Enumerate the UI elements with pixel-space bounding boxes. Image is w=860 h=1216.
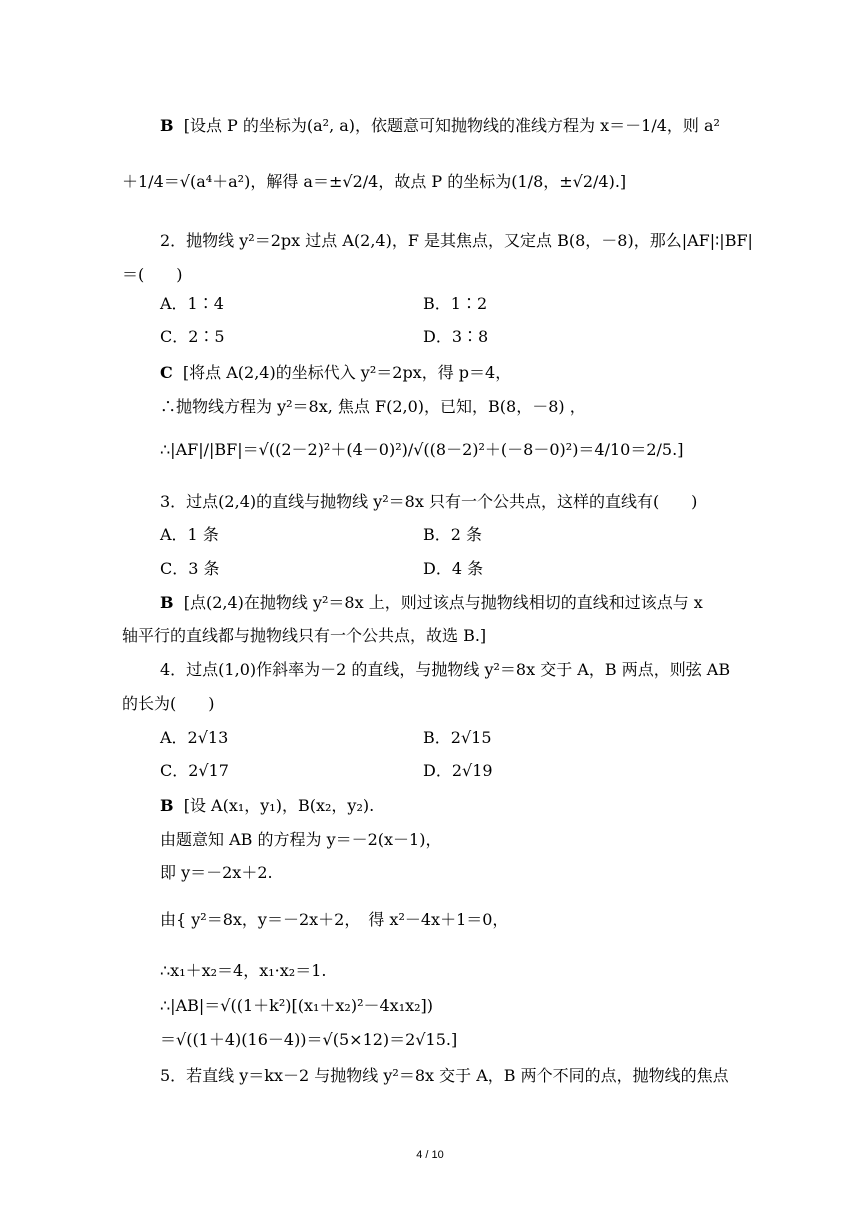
option-a: A．1∶4 bbox=[160, 294, 224, 313]
question-5: 5．若直线 y＝kx－2 与抛物线 y²＝8x 交于 A，B 两个不同的点，抛物线的焦点 bbox=[160, 1066, 729, 1085]
answer-4-line-4: 由{ y²＝8x，y＝－2x＋2， 得 x²－4x＋1＝0， bbox=[160, 910, 509, 929]
answer-4-line-6: ∴|AB|＝√((1＋k²)[(x₁＋x₂)²－4x₁x₂]) bbox=[160, 996, 434, 1015]
option-a: A．1 条 bbox=[160, 525, 219, 544]
answer-4-line-2: 由题意知 AB 的方程为 y＝－2(x－1)， bbox=[160, 830, 442, 849]
answer-3-line-1: B [点(2,4)在抛物线 y²＝8x 上，则过该点与抛物线相切的直线和过该点与 x bbox=[160, 593, 703, 612]
question-4-options-row-1 bbox=[160, 728, 760, 748]
option-c: C．2∶5 bbox=[160, 327, 225, 346]
option-b: B．1∶2 bbox=[423, 294, 488, 313]
answer-2-line-2: ∴抛物线方程为 y²＝8x, 焦点 F(2,0)，已知，B(8，－8) ， bbox=[160, 397, 586, 416]
answer-4-line-7: ＝√((1＋4)(16－4))＝√(5×12)＝2√15.] bbox=[160, 1030, 458, 1049]
question-3-options-row-2 bbox=[160, 559, 760, 579]
question-3: 3．过点(2,4)的直线与抛物线 y²＝8x 只有一个公共点，这样的直线有( ) bbox=[160, 492, 698, 511]
answer-4-line-1: B [设 A(x₁，y₁)，B(x₂，y₂). bbox=[160, 796, 375, 815]
option-d: D．2√19 bbox=[423, 761, 493, 780]
option-c: C．3 条 bbox=[160, 559, 220, 578]
question-4-line-2: 的长为( ) bbox=[122, 694, 215, 713]
option-b: B．2 条 bbox=[423, 525, 483, 544]
answer-2-line-3: ∴|AF|/|BF|＝√((2－2)²＋(4－0)²)/√((8－2)²＋(－8－0)²)＝4/10＝2/5.] bbox=[160, 440, 684, 459]
answer-3-line-2: 轴平行的直线都与抛物线只有一个公共点，故选 B.] bbox=[122, 626, 487, 645]
question-4-line-1: 4．过点(1,0)作斜率为－2 的直线，与抛物线 y²＝8x 交于 A，B 两点，则弦 AB bbox=[160, 660, 731, 679]
question-2-options-row-1 bbox=[160, 294, 760, 314]
option-a: A．2√13 bbox=[160, 728, 229, 747]
option-d: D．3∶8 bbox=[423, 327, 489, 346]
answer-2-line-1: C [将点 A(2,4)的坐标代入 y²＝2px，得 p＝4， bbox=[160, 363, 512, 382]
answer-4-line-3: 即 y＝－2x＋2. bbox=[160, 863, 273, 882]
question-2-line-1: 2．抛物线 y²＝2px 过点 A(2,4)，F 是其焦点，又定点 B(8，－8)，那么|AF|∶|BF| bbox=[160, 231, 753, 250]
option-d: D．4 条 bbox=[423, 559, 484, 578]
option-b: B．2√15 bbox=[423, 728, 492, 747]
answer-line-2: ＋1/4＝√(a⁴＋a²)，解得 a＝±√2/4，故点 P 的坐标为(1/8，±√2/4).] bbox=[122, 172, 627, 191]
question-4-options-row-2 bbox=[160, 761, 760, 781]
question-3-options-row-1 bbox=[160, 525, 760, 545]
question-2-options-row-2 bbox=[160, 327, 760, 347]
answer-4-line-5: ∴x₁＋x₂＝4，x₁·x₂＝1. bbox=[160, 961, 327, 980]
question-2-line-2: ＝( ) bbox=[122, 265, 183, 284]
page-number: 4 / 10 bbox=[416, 1149, 444, 1161]
option-c: C．2√17 bbox=[160, 761, 229, 780]
answer-line-1: B [设点 P 的坐标为(a², a)，依题意可知抛物线的准线方程为 x＝－1/4，则 a² bbox=[160, 116, 720, 135]
